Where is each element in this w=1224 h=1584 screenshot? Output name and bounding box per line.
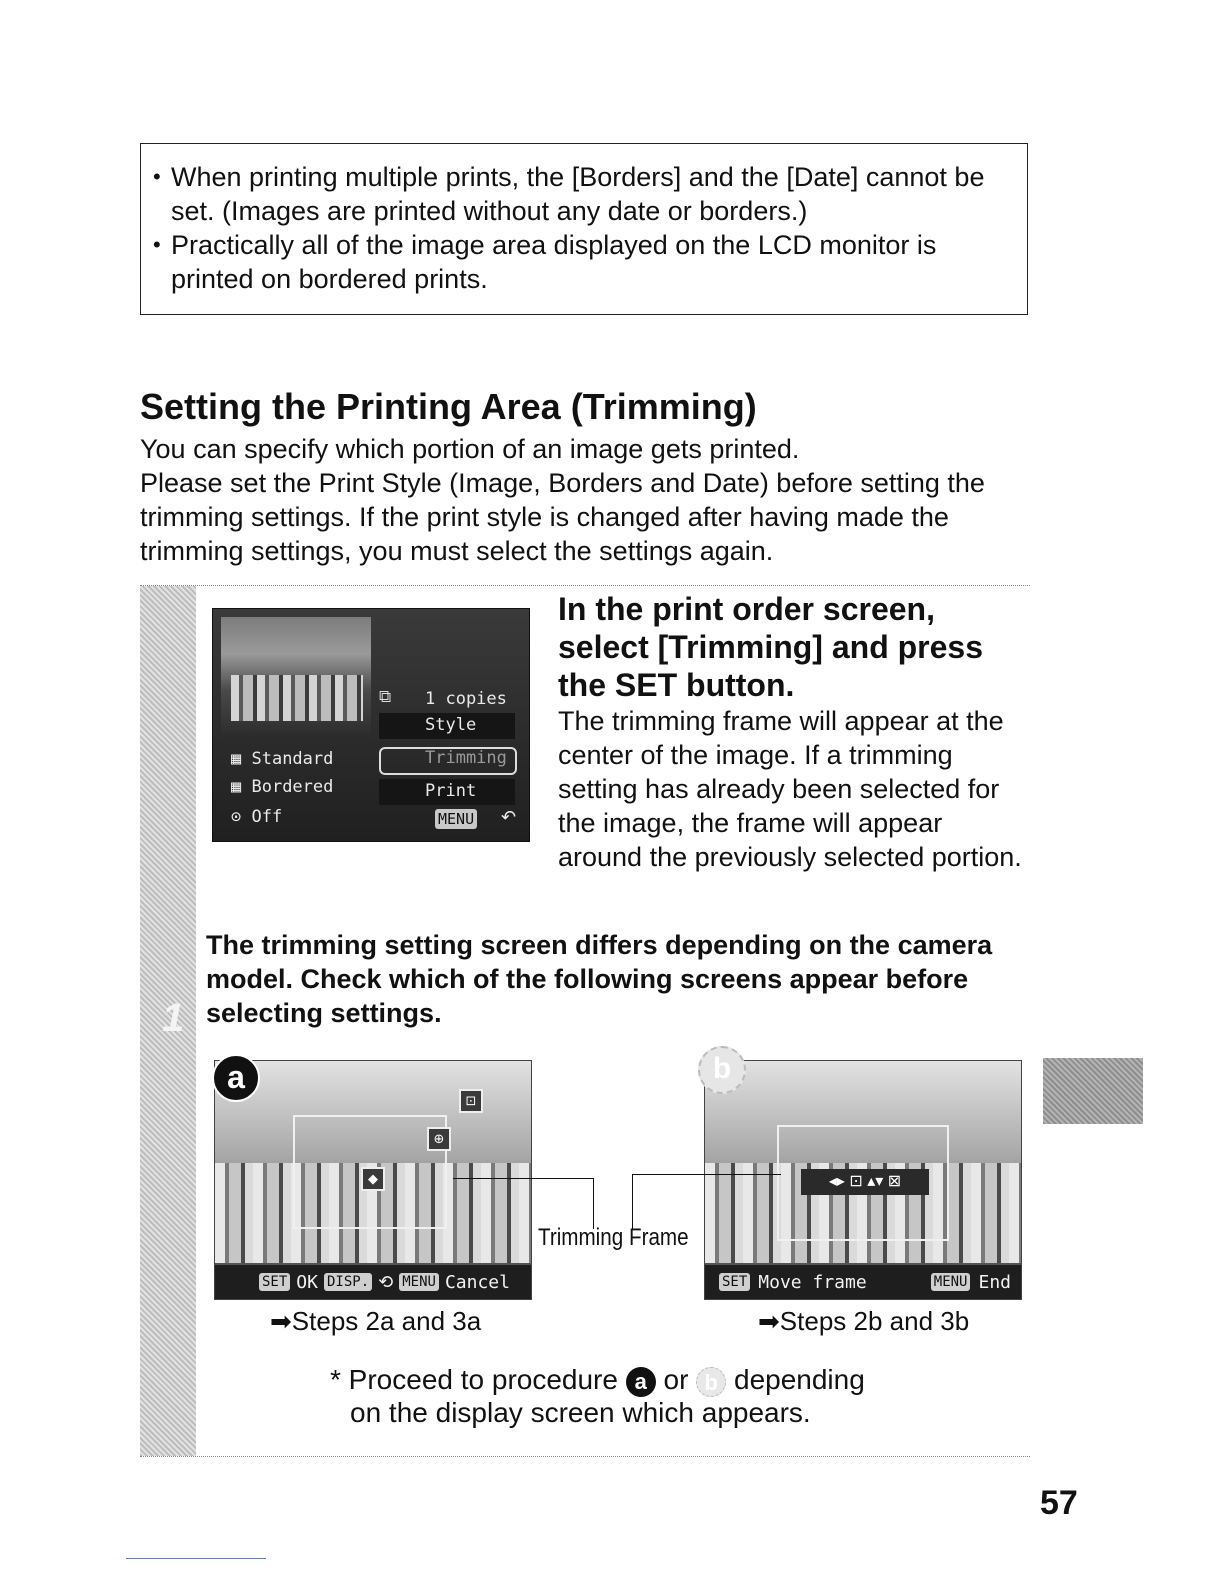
print-order-lcd-screen	[212, 608, 530, 842]
step-body: The trimming frame will appear at the center of the image. If a trimming setting has already been selected for the image, the frame will appear around the previously selected portion.	[558, 706, 1022, 872]
lcd-bordered-label: Bordered	[251, 777, 334, 797]
set-key: SET	[719, 1273, 750, 1291]
ok-label: OK	[296, 1271, 318, 1293]
chapter-side-tab	[1043, 1058, 1143, 1124]
note-box	[140, 143, 1028, 315]
leader-line-a	[453, 1178, 594, 1229]
badge-a: a	[212, 1054, 260, 1102]
note-bullet: • When printing multiple prints, the [Borders] and the [Date] cannot be set. (Images are printed without any date or borders.)	[153, 160, 1015, 228]
copies-icon: ⧉	[379, 687, 392, 706]
set-key: SET	[259, 1273, 290, 1291]
zoom-in-icon: ⊕	[427, 1127, 451, 1151]
disp-key: DISP.	[324, 1273, 372, 1291]
page-number: 57	[1040, 1484, 1078, 1522]
menu-key: MENU	[435, 809, 477, 829]
menu-key: MENU	[931, 1273, 971, 1291]
section-intro	[140, 432, 1040, 568]
proceed-note	[330, 1364, 1010, 1429]
intro-line: Please set the Print Style (Image, Borders and Date) before setting the trimming settings. If the print style is changed after having made the trimming settings, you must select the settings again.	[140, 468, 985, 566]
badge-b: b	[698, 1046, 746, 1094]
proceed-line-2: on the display screen which appears.	[350, 1396, 811, 1428]
lcd-standard-label: Standard	[251, 749, 334, 769]
proceed-or: or	[663, 1364, 689, 1395]
photo-thumbnail	[221, 617, 371, 739]
caption-b-text: Steps 2b and 3b	[779, 1306, 970, 1336]
lcd-style: Style	[425, 715, 477, 735]
move-frame-label: Move frame	[758, 1271, 867, 1293]
proceed-line-1	[330, 1364, 1010, 1397]
step-heading: In the print order screen, select [Trimming] and press the SET button.	[558, 591, 984, 703]
intro-line: You can specify which portion of an image gets printed.	[140, 434, 800, 464]
move-arrows-icon: ◆	[361, 1167, 385, 1191]
inline-badge-a: a	[626, 1367, 656, 1397]
footer-rule	[126, 1558, 266, 1559]
frame-controls-icons: ◂▸ ⊡ ▴▾ ⊠	[801, 1169, 929, 1195]
leader-line-b	[632, 1174, 781, 1229]
lcd-standard: ▦ Standard	[231, 749, 334, 769]
caption-a: ➡Steps 2a and 3a	[270, 1306, 482, 1336]
return-icon: ↶	[501, 807, 517, 827]
step-area	[140, 585, 1030, 1457]
step-number: 1	[162, 996, 185, 1040]
lcd-off: ⊙ Off	[231, 807, 283, 827]
step-note: The trimming setting screen differs depending on the camera model. Check which of the following screens appear before selecting settings.	[206, 930, 993, 1028]
section-title: Setting the Printing Area (Trimming)	[140, 386, 757, 427]
screen-b-bottom-bar	[705, 1265, 1021, 1299]
caption-b: ➡Steps 2b and 3b	[758, 1306, 970, 1336]
lcd-copies: 1 copies	[425, 689, 507, 709]
note-bullet: • Practically all of the image area displayed on the LCD monitor is printed on bordered prints.	[153, 228, 1015, 296]
rotate-icon: ⟲	[378, 1271, 394, 1293]
zoom-out-icon: ⊡	[459, 1089, 483, 1113]
end-label: End	[978, 1271, 1011, 1293]
caption-a-text: Steps 2a and 3a	[291, 1306, 482, 1336]
lcd-print: Print	[425, 781, 477, 801]
cancel-label: Cancel	[444, 1271, 510, 1293]
screen-a-bottom-bar	[215, 1265, 531, 1299]
lcd-bordered: ▦ Bordered	[231, 777, 334, 797]
proceed-suffix: depending	[734, 1364, 865, 1395]
lcd-off-label: Off	[251, 807, 283, 827]
proceed-prefix: * Proceed to procedure	[330, 1364, 618, 1395]
trimming-frame-label: Trimming Frame	[538, 1224, 689, 1251]
inline-badge-b: b	[696, 1367, 726, 1397]
menu-key: MENU	[399, 1273, 439, 1291]
lcd-trimming: Trimming	[425, 748, 507, 768]
